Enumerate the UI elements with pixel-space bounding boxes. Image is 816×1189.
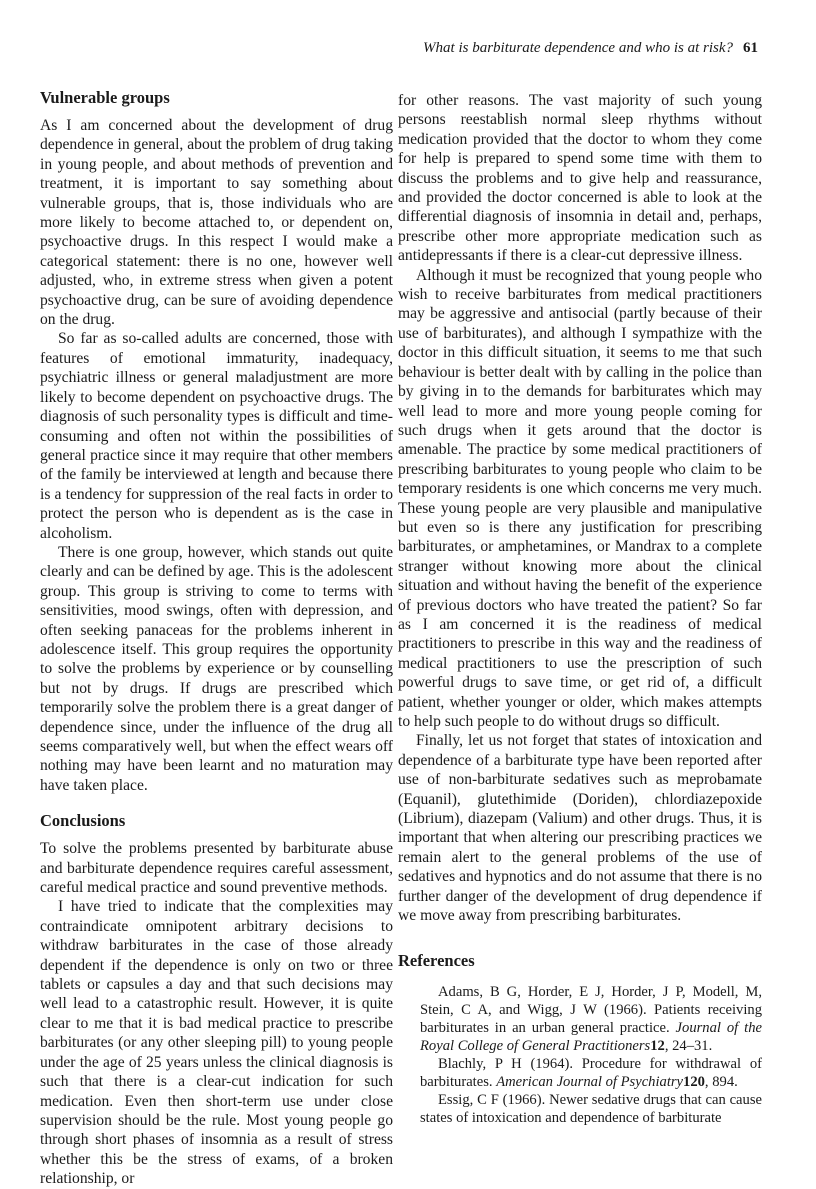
running-title: What is barbiturate dependence and who is at risk? xyxy=(423,40,733,56)
paragraph: There is one group, however, which stands out quite clearly and can be defined by age. This is the adolescent group. This group is striving to come to terms with sensitivities, mood swings, often with depression, and often seeking panaceas for the problems inherent in adolescence itself. This group requires the opportunity to solve the problems by experience or by counselling but not by drugs. If drugs are prescribed which temporarily solve the problem there is a great danger of dependence since, under the influence of the drug all seems comparatively well, but when the effect wears off nothing may have been learnt and no maturation may have taken place. xyxy=(40,543,393,794)
reference-journal: Journal of the Royal College of General Practitioners xyxy=(420,1020,762,1055)
page-number: 61 xyxy=(743,40,758,56)
right-column xyxy=(398,91,762,1127)
paragraph: I have tried to indicate that the complexities may contraindicate omnipotent arbitrary decisions to withdraw barbiturates in the case of those already dependent if the dependence is only on two or three tablets or capsules a day and that such decisions may well lead to a catastrophic result. However, it is quite clear to me that it is bad medical practice to prescribe barbiturates (or any other sleeping pill) to young people under the age of 25 years unless the clinical diagnosis is such that there is a clear-cut indication for such medication. Even then short-term use under close supervision should be the rule. Most young people go through short phases of insomnia as a result of stress whether this be the stress of exams, of a broken relationship, or xyxy=(40,898,393,1188)
reference-volume: 12 xyxy=(650,1038,665,1055)
reference-item xyxy=(398,1055,762,1091)
reference-pages: , 24–31. xyxy=(664,1038,713,1055)
reference-pages: , 894. xyxy=(704,1074,738,1091)
paragraph: for other reasons. The vast majority of such young persons reestablish normal sleep rhythms without medication provided that the doctor to whom they come for help is prepared to spend some time with them to discuss the problems and to give help and reassurance, and provided the doctor concerned is able to look at the differential diagnosis of insomnia in detail and, perhaps, prescribe other more appropriate medication such as antidepressants if there is a clear-cut depressive illness. xyxy=(398,92,762,265)
left-column xyxy=(40,88,393,1189)
paragraph: Finally, let us not forget that states of intoxication and dependence of a barbiturate type have been reported after use of non-barbiturate sedatives such as meprobamate (Equanil), glutethimide (Doriden), chlordiazepoxide (Librium), diazepam (Valium) and other drugs. Thus, it is important that when altering our prescribing practices we remain alert to the general problems of the use of sedatives and hypnotics and do not assume that there is no further danger of the development of drug dependence if we move away from prescribing barbiturates. xyxy=(398,732,762,925)
paragraph: As I am concerned about the development of drug dependence in general, about the problem of drug taking in young people, and about methods of prevention and treatment, it is important to say something about vulnerable groups, that is, those individuals who are more likely to become attached to, or dependent on, psychoactive drugs. In this respect I would make a categorical statement: there is no one, however well adjusted, who, in extreme stress when given a potent psychoactive drug, can be sure of avoiding dependence on the drug. xyxy=(40,117,393,329)
paragraph: So far as so-called adults are concerned, those with features of emotional immaturity, inadequacy, psychiatric illness or general maladjustment are more likely to become dependent on psychoactive drugs. The diagnosis of such personality types is difficult and time-consuming and often not within the possibilities of general practice since it may require that other members of the family be interviewed at length and because there is a tendency for suppression of the real facts in order to protect the person who is dependent as is the case in alcoholism. xyxy=(40,330,393,542)
paragraph: Although it must be recognized that young people who wish to receive barbiturates from medical practitioners may be aggressive and antisocial (partly because of their use of barbiturates), and although I sympathize with the doctor in this difficult situation, it seems to me that such behaviour is better dealt with by calling in the police than by giving in to the demands for barbiturates which may well lead to more and more young people coming for such drugs when it gets around that the doctor is amenable. The practice by some medical practitioners of prescribing barbiturates to young people who claim to be temporary residents is one which concerns me very much. These young people are very plausible and manipulative but even so is there any justification for prescribing barbiturates, or amphetamines, or Mandrax to a complete stranger without knowing more about the clinical situation and without having the benefit of the experience of previous doctors who have treated the patient? So far as I am concerned it is the readiness of medical practitioners to prescribe in this way and the readiness of medical practitioners to use the prescription of such powerful drugs to save time, or get rid of, a difficult patient, whether younger or older, which makes attempts to help such people to do without drugs so difficult. xyxy=(398,266,762,730)
reference-text: Essig, C F (1966). Newer sedative drugs that can cause states of intoxication and dependence of barbiturate xyxy=(420,1092,762,1127)
reference-list xyxy=(398,983,762,1127)
references-heading: References xyxy=(398,951,475,971)
reference-volume: 120 xyxy=(683,1074,705,1091)
section-heading-vulnerable-groups: Vulnerable groups xyxy=(40,88,170,107)
reference-text: Blachly, P H (1964). Procedure for withdrawal of barbiturates. xyxy=(420,1056,762,1091)
reference-item xyxy=(398,1091,762,1127)
running-header xyxy=(423,40,758,57)
section-heading-conclusions: Conclusions xyxy=(40,811,126,831)
paragraph: To solve the problems presented by barbiturate abuse and barbiturate dependence requires careful assessment, careful medical practice and sound preventive methods. xyxy=(40,840,393,897)
reference-journal: American Journal of Psychiatry xyxy=(496,1074,684,1091)
reference-item xyxy=(398,983,762,1055)
reference-text: Adams, B G, Horder, E J, Horder, J P, Modell, M, Stein, C A, and Wigg, J W (1966). Patients receiving barbiturates in an urban general practice. xyxy=(420,984,762,1037)
